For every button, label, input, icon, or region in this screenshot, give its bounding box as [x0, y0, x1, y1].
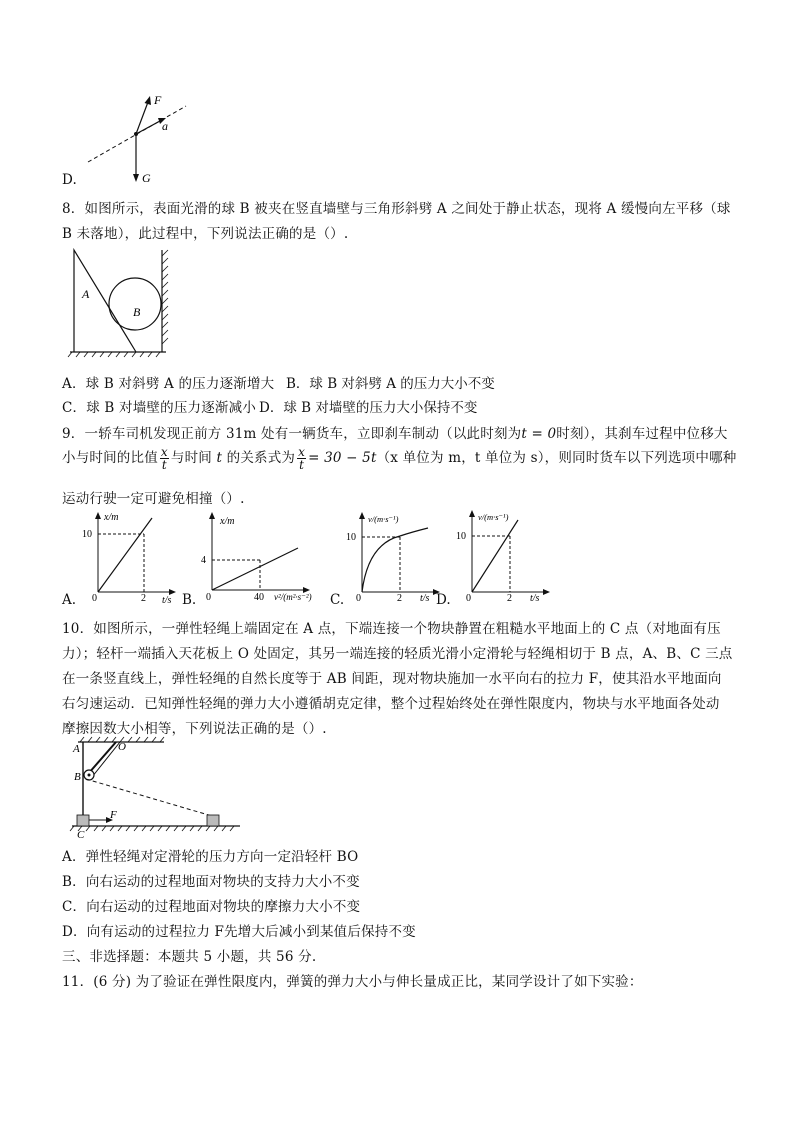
- q10-option-c: C．向右运动的过程地面对物块的摩擦力大小不变: [62, 899, 361, 915]
- gravity-label-G: G: [142, 171, 151, 185]
- svg-text:x/m: x/m: [220, 516, 235, 527]
- point-label-B: B: [74, 771, 81, 783]
- q9-stem-line2: 小与时间的比值 $\frac{x}{t}$ 与时间 t 的关系式为 $\frac{x}{t}$ = 30 − 5t（x 单位为 m，t 单位为 s），则同时货车以下列选项中哪种: [62, 445, 737, 472]
- q9-graph-b: [194, 508, 324, 604]
- q9-option-c-label: C.: [330, 592, 345, 608]
- q7-force-diagram: [80, 88, 200, 188]
- q9-option-d-label: D.: [436, 592, 451, 608]
- svg-text:x/m: x/m: [104, 512, 119, 523]
- q8-stem-line1: 8．如图所示，表面光滑的球 B 被夹在竖直墙壁与三角形斜劈 A 之间处于静止状态，现将 A 缓慢向左平移（球: [62, 201, 731, 217]
- q9-stem-2b: 与时间: [170, 450, 212, 466]
- point-label-O: O: [118, 741, 126, 753]
- q9-stem-1c: 时刻），其刹车过程中位移大: [556, 426, 728, 442]
- q8-wedge-ball-diagram: [66, 244, 176, 358]
- ball-label-B: B: [133, 305, 141, 319]
- q10-stem-line4: 右匀速运动．已知弹性轻绳的弹力大小遵循胡克定律，整个过程始终处在弹性限度内，物块与水平地面各处动: [62, 696, 720, 712]
- svg-text:v/(m·s⁻¹): v/(m·s⁻¹): [478, 512, 509, 522]
- svg-text:0: 0: [466, 593, 471, 604]
- q9-t0: t = 0: [521, 426, 557, 442]
- wedge-label-A: A: [82, 287, 90, 301]
- accel-label-a: a: [162, 119, 168, 133]
- svg-text:v/(m·s⁻¹): v/(m·s⁻¹): [368, 514, 399, 524]
- svg-text:0: 0: [92, 593, 97, 604]
- q9-graph-c: [344, 508, 444, 604]
- svg-text:40: 40: [254, 592, 264, 603]
- q8-option-a: A．球 B 对斜劈 A 的压力逐渐增大: [62, 376, 275, 392]
- svg-text:v²/(m²·s⁻²): v²/(m²·s⁻²): [274, 592, 312, 602]
- point-label-A: A: [73, 743, 80, 755]
- svg-text:0: 0: [206, 592, 211, 603]
- q9-stem-line1: [62, 422, 728, 442]
- q7-option-d-label: D.: [62, 172, 78, 188]
- q10-option-b: B．向右运动的过程地面对物块的支持力大小不变: [62, 874, 360, 890]
- svg-text:t/s: t/s: [530, 593, 540, 604]
- force-label-F: F: [110, 809, 117, 821]
- svg-text:2: 2: [397, 593, 402, 604]
- q10-option-a: A．弹性轻绳对定滑轮的压力方向一定沿轻杆 BO: [62, 849, 359, 865]
- svg-text:2: 2: [507, 593, 512, 604]
- svg-text:10: 10: [456, 531, 466, 542]
- q8-stem-line2: B 未落地），此过程中，下列说法正确的是（）.: [62, 226, 349, 242]
- point-label-C: C: [77, 829, 85, 840]
- force-label-F: F: [154, 93, 162, 107]
- q9-option-a-label: A.: [62, 592, 77, 608]
- svg-text:10: 10: [346, 532, 356, 543]
- q8-option-b: B．球 B 对斜劈 A 的压力大小不变: [286, 376, 495, 392]
- q8-option-c: C．球 B 对墙壁的压力逐渐减小: [62, 400, 257, 416]
- q10-stem-line5: 摩擦因数大小相等，下列说法正确的是（）.: [62, 721, 327, 737]
- svg-text:2: 2: [141, 593, 146, 604]
- q9-graph-a: [80, 508, 180, 604]
- svg-text:10: 10: [82, 529, 92, 540]
- svg-text:0: 0: [356, 593, 361, 604]
- q10-stem-line3: 在一条竖直线上，弹性轻绳的自然长度等于 AB 间距，现对物块施加一水平向右的拉力 F，使其沿水平地面向: [62, 671, 722, 687]
- section-3-heading: 三、非选择题：本题共 5 小题，共 56 分.: [62, 949, 317, 965]
- q11-stem: 11．(6 分) 为了验证在弹性限度内，弹簧的弹力大小与伸长量成正比，某同学设计了如下实验：: [62, 974, 643, 990]
- q9-stem-2f: （x 单位为 m，t 单位为 s），则同时货车以下列选项中哪种: [376, 450, 737, 466]
- svg-text:t/s: t/s: [162, 595, 172, 604]
- q10-stem-line2: 力）；轻杆一端插入天花板上 O 处固定，其另一端连接的轻质光滑小定滑轮与轻绳相切于 B 点，A、B、C 三点: [62, 646, 733, 662]
- q10-stem-line1: 10．如图所示，一弹性轻绳上端固定在 A 点，下端连接一个物块静置在粗糙水平地面上的 C 点（对地面有压: [62, 621, 721, 637]
- svg-text:4: 4: [201, 555, 206, 566]
- q8-option-d: D．球 B 对墙壁的压力大小保持不变: [259, 400, 478, 416]
- q9-fraction-xt-2: $\frac{x}{t}$: [298, 445, 306, 472]
- q9-stem-2a: 小与时间的比值: [62, 450, 158, 466]
- q9-stem-1a: 9．一轿车司机发现正前方 31m 处有一辆货车，立即刹车制动（以此时刻为: [62, 426, 522, 442]
- q9-equation: = 30 − 5t: [308, 450, 377, 466]
- q9-fraction-xt: $\frac{x}{t}$: [160, 445, 168, 472]
- q10-pulley-diagram: [64, 736, 244, 840]
- q9-graph-d: [454, 506, 554, 604]
- q9-option-b-label: B.: [182, 592, 197, 608]
- svg-text:t/s: t/s: [420, 593, 430, 604]
- q10-option-d: D．向有运动的过程拉力 F先增大后减小到某值后保持不变: [62, 924, 416, 940]
- q9-stem-line3: 运动行驶一定可避免相撞（）.: [62, 491, 245, 507]
